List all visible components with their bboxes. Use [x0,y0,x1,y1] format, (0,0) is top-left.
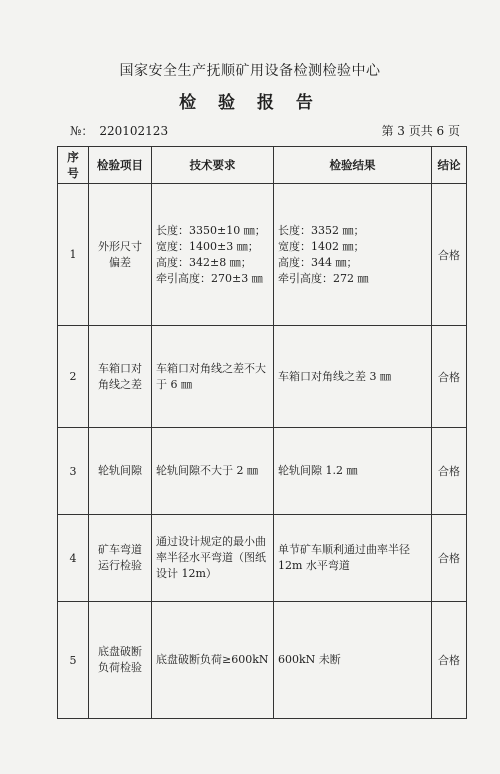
technical-requirement [152,428,274,515]
table-row [58,428,467,515]
report-number-value: 220102123 [99,124,169,138]
column-header-item: 检验项目 [89,147,152,184]
report-title: 检 验 报 告 [179,93,321,113]
row-number: 5 [58,602,89,719]
result-line: 长度：3352 ㎜； [278,223,365,237]
item-line: 矿车弯道 [98,543,142,556]
row-number: 1 [58,184,89,326]
item-line: 角线之差 [98,377,142,391]
report-number [70,122,168,139]
inspection-result [274,602,432,719]
column-header-no: 序号 [58,147,89,184]
row-number: 3 [58,428,89,515]
inspection-item [89,326,152,428]
table-row [58,515,467,602]
result-line: 轮轨间隙 1.2 ㎜ [278,464,358,477]
inspection-result [274,184,432,326]
conclusion: 合格 [432,602,467,719]
requirement-line: 设计 12m） [156,567,217,580]
conclusion: 合格 [432,326,467,428]
requirement-line: 底盘破断负荷≥600kN [156,653,269,666]
item-line: 外形尺寸 [98,239,142,253]
result-line: 车箱口对角线之差 3 ㎜ [278,369,391,383]
result-line: 单节矿车顺利通过曲率半径 [278,543,410,556]
conclusion: 合格 [432,428,467,515]
item-line: 轮轨间隙 [98,464,142,477]
requirement-line: 宽度：1400±3 ㎜； [156,239,259,253]
item-line: 负荷检验 [98,661,142,674]
result-line: 高度：344 ㎜； [278,255,358,269]
technical-requirement [152,326,274,428]
result-line: 600kN 未断 [278,653,341,666]
column-header-result: 检验结果 [274,147,432,184]
page-info: 第 3 页共 6 页 [381,124,460,138]
result-line: 牵引高度：272 ㎜ [278,271,369,285]
conclusion: 合格 [432,184,467,326]
requirement-line: 于 6 ㎜ [156,377,192,391]
technical-requirement [152,515,274,602]
requirement-line: 牵引高度：270±3 ㎜ [156,271,263,285]
requirement-line: 长度：3350±10 ㎜； [156,223,266,237]
requirement-line: 率半径水平弯道（图纸 [156,551,266,564]
requirement-line: 车箱口对角线之差不大 [156,361,266,375]
row-number: 2 [58,326,89,428]
requirement-line: 通过设计规定的最小曲 [156,535,266,548]
inspection-result [274,515,432,602]
organization-name: 国家安全生产抚顺矿用设备检测检验中心 [119,63,381,79]
inspection-item [89,602,152,719]
result-line: 宽度：1402 ㎜； [278,239,365,253]
column-header-requirement: 技术要求 [152,147,274,184]
table-row [58,602,467,719]
item-line: 偏差 [109,255,131,269]
inspection-item [89,184,152,326]
report-number-label: №： [70,124,94,138]
inspection-item [89,515,152,602]
item-line: 底盘破断 [98,645,142,658]
inspection-result [274,326,432,428]
inspection-result [274,428,432,515]
result-line: 12m 水平弯道 [278,559,350,572]
table-row [58,184,467,326]
column-header-conclusion: 结论 [432,147,467,184]
item-line: 运行检验 [98,559,142,572]
technical-requirement [152,602,274,719]
requirement-line: 高度：342±8 ㎜； [156,255,252,269]
inspection-item [89,428,152,515]
conclusion: 合格 [432,515,467,602]
requirement-line: 轮轨间隙不大于 2 ㎜ [156,464,258,477]
table-row [58,326,467,428]
table-header-row [58,147,467,184]
inspection-table [57,146,467,719]
technical-requirement [152,184,274,326]
item-line: 车箱口对 [98,361,142,375]
row-number: 4 [58,515,89,602]
